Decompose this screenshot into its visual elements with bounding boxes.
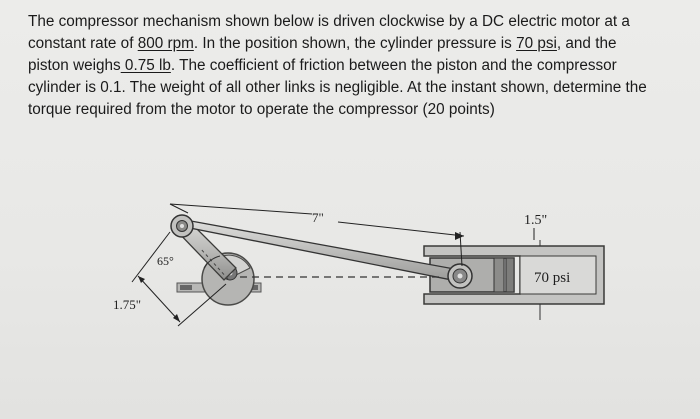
piston-weight-value: 0.75 lb (120, 57, 171, 74)
problem-line-4: cylinder is 0.1. The weight of all other links is negligible. At the instant shown, determine the (28, 79, 647, 96)
crank-pin (171, 215, 193, 237)
cylinder-pressure-label: 70 psi (534, 270, 571, 286)
rod-length-label: 7" (312, 210, 324, 225)
problem-line-5: torque required from the motor to operate the compressor (20 points) (28, 101, 495, 118)
cylinder-pressure-value: 70 psi (516, 35, 557, 52)
text-fragment: piston weighs (28, 57, 121, 74)
crank-angle-label: 65° (157, 254, 174, 268)
text-fragment: , and the (556, 35, 617, 52)
text-fragment: . In the position shown, the cylinder pressure is (193, 35, 517, 52)
problem-line-1: The compressor mechanism shown below is driven clockwise by a DC electric motor at a (28, 13, 630, 30)
text-fragment: . The coefficient of friction between the piston and the compressor (170, 57, 617, 74)
text-fragment: constant rate of (28, 35, 138, 52)
crank-length-label: 1.75" (113, 297, 142, 312)
wrist-pin (448, 264, 472, 288)
piston-offset-label: 1.5" (524, 213, 548, 228)
motor-speed-value: 800 rpm (137, 35, 194, 52)
